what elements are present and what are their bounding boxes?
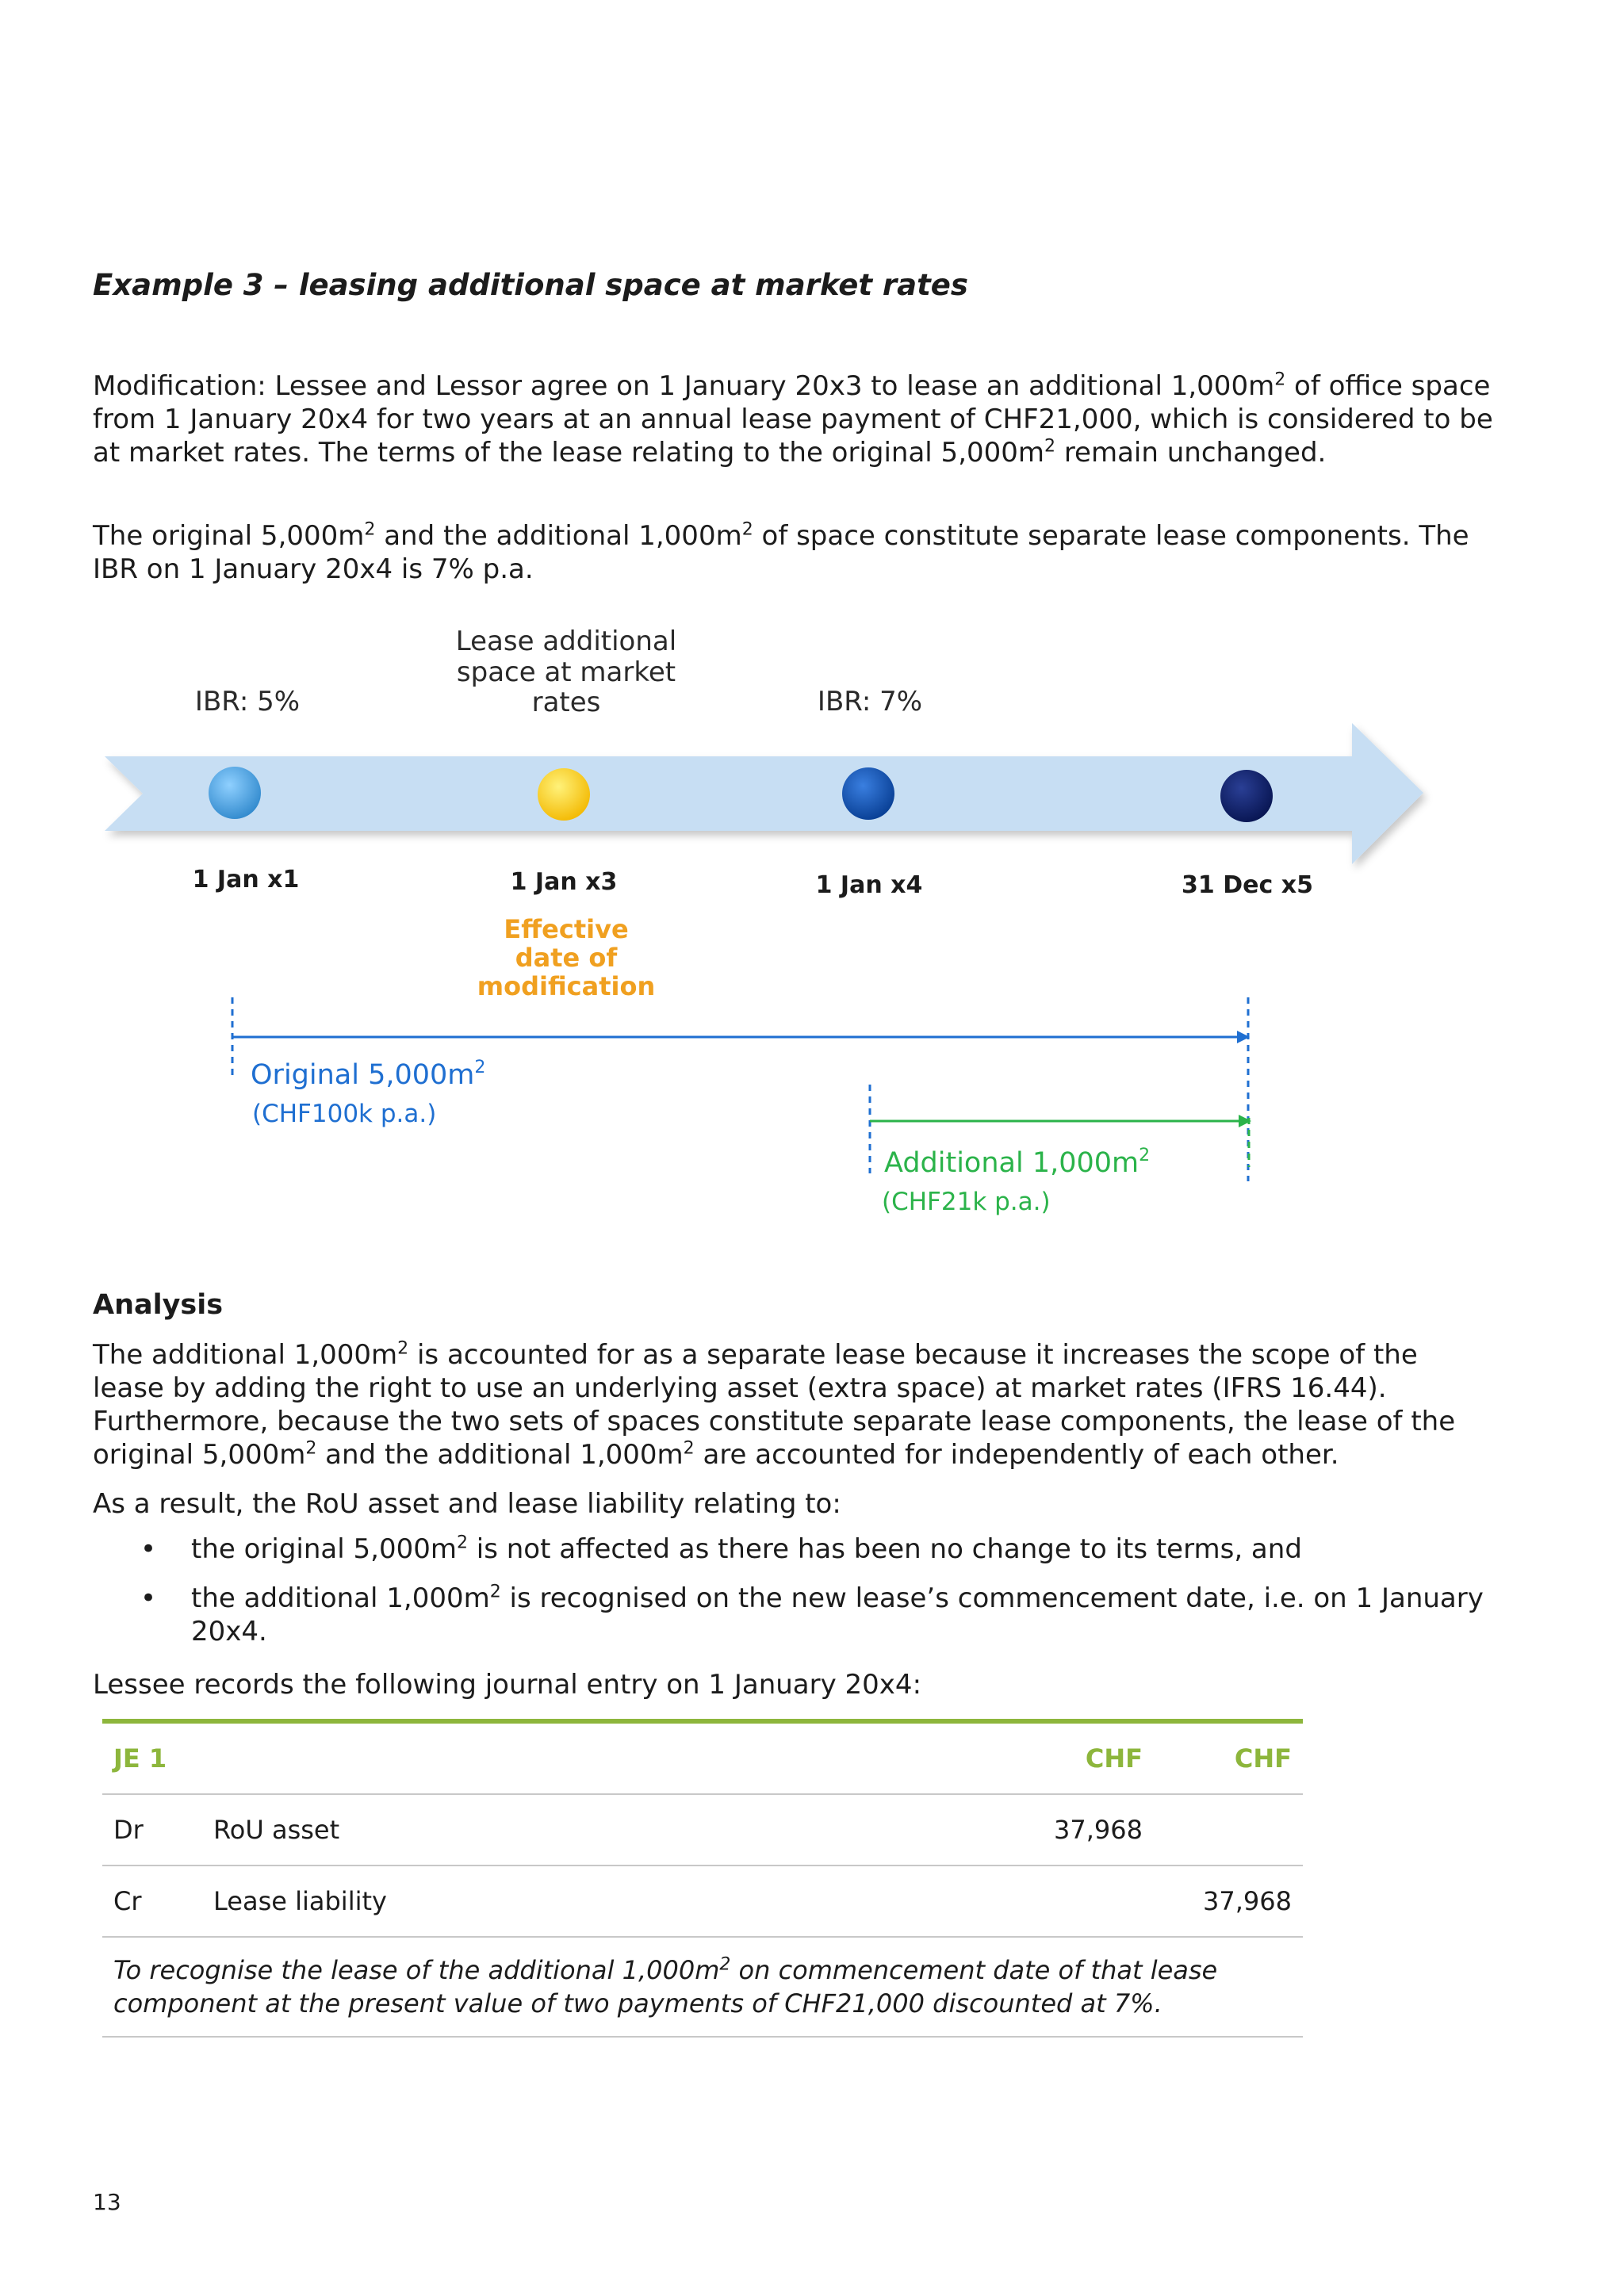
- modification-paragraph: [93, 369, 1496, 469]
- entry-side: Cr: [102, 1866, 202, 1937]
- lease-additional-label-line1: Lease additional: [455, 626, 677, 657]
- additional-amount: (CHF21k p.a.): [882, 1188, 1051, 1216]
- journal-entry-table: [102, 1719, 1303, 2038]
- date-1-jan-x3: 1 Jan x3: [510, 868, 618, 896]
- additional-arrow-head: [1239, 1115, 1251, 1127]
- superscript: 2: [305, 1438, 317, 1459]
- effective-date-line3: modification: [477, 971, 656, 1001]
- modification-text-1: Modification: Lessee and Lessor agree on 1 January 20x3 to lease an additional 1,000m: [93, 370, 1275, 402]
- example-heading: Example 3 – leasing additional space at market rates: [93, 268, 968, 302]
- original-arrow-head: [1237, 1031, 1250, 1043]
- components-text-3: of space constitute separate lease components. The IBR on 1 January 20x4 is 7% p.a.: [93, 520, 1469, 585]
- components-paragraph: [93, 519, 1496, 586]
- journal-header-row: [102, 1721, 1303, 1794]
- analysis-paragraph-1: [93, 1338, 1496, 1471]
- superscript: 2: [683, 1438, 695, 1459]
- milestone-1-jan-x4-dot: [842, 767, 894, 820]
- list-item: • the original $5,000m^2$ is not affected as there has been no change to its terms, and: [140, 1533, 1302, 1565]
- credit-column-header: CHF: [1154, 1721, 1303, 1794]
- milestone-31-dec-x5-dot: [1220, 770, 1273, 822]
- entry-account: RoU asset: [202, 1794, 1005, 1866]
- modification-text-2: of office space from 1 January 20x4 for two years at an annual lease payment of CHF21,000, which is considered to be at market rates. The terms of the lease relating to the original 5,000m: [93, 370, 1493, 469]
- entry-account: Lease liability: [202, 1866, 1005, 1937]
- entry-side: Dr: [102, 1794, 202, 1866]
- ibr-5-label: IBR: 5%: [194, 686, 301, 718]
- superscript: 2: [1044, 436, 1056, 457]
- analysis-heading: Analysis: [93, 1289, 224, 1321]
- journal-label: JE 1: [102, 1721, 202, 1794]
- superscript: 2: [397, 1338, 409, 1359]
- analysis-text-1: The additional 1,000m: [93, 1339, 398, 1371]
- journal-note: To recognise the lease of the additional $1,000m^2$ on commencement date of that lease component at the present value of two payments of CHF21,000 discounted at 7%.: [102, 1937, 1303, 2037]
- milestone-1-jan-x1-dot: [209, 767, 261, 819]
- effective-date-line1: Effective: [504, 914, 629, 944]
- analysis-paragraph-2: As a result, the RoU asset and lease liability relating to:: [93, 1488, 841, 1520]
- original-label: Original $5,000m^2$: [251, 1058, 486, 1091]
- modification-text-3: remain unchanged.: [1055, 437, 1327, 469]
- bullet-dot: •: [140, 1582, 157, 1614]
- superscript: 2: [456, 1533, 468, 1553]
- page-number: 13: [93, 2189, 121, 2215]
- superscript: 2: [719, 1954, 731, 1975]
- table-row: [102, 1866, 1303, 1937]
- entry-debit: [1005, 1866, 1154, 1937]
- milestone-1-jan-x3-dot: [538, 768, 590, 821]
- debit-column-header: CHF: [1005, 1721, 1154, 1794]
- components-text-2: and the additional 1,000m: [375, 520, 742, 552]
- entry-debit: 37,968: [1005, 1794, 1154, 1866]
- lease-additional-label-line3: rates: [531, 687, 601, 718]
- journal-note-row: [102, 1937, 1303, 2037]
- analysis-text-2: is accounted for as a separate lease because it increases the scope of the lease by adding the right to use an underlying asset (extra space) at market rates (IFRS 16.44). Furthermore, because the two sets of spaces constitute separate lease components, the lease of the original 5,000m: [93, 1339, 1456, 1471]
- table-row: [102, 1794, 1303, 1866]
- entry-credit: [1154, 1794, 1303, 1866]
- original-amount: (CHF100k p.a.): [252, 1100, 437, 1128]
- analysis-text-4: are accounted for independently of each other.: [694, 1439, 1339, 1471]
- journal-intro-paragraph: Lessee records the following journal entry on 1 January 20x4:: [93, 1669, 922, 1701]
- date-1-jan-x1: 1 Jan x1: [192, 866, 300, 894]
- date-1-jan-x4: 1 Jan x4: [815, 871, 923, 899]
- lease-additional-label-line2: space at market: [456, 656, 676, 688]
- superscript: 2: [364, 519, 376, 540]
- journal-header-spacer: [202, 1721, 1005, 1794]
- date-31-dec-x5: 31 Dec x5: [1182, 871, 1313, 899]
- entry-credit: 37,968: [1154, 1866, 1303, 1937]
- superscript: 2: [489, 1582, 501, 1602]
- list-item: • the additional $1,000m^2$ is recognised on the new lease’s commencement date, i.e. on 1 January 20x4.: [140, 1582, 1484, 1647]
- effective-date-line2: date of: [515, 943, 618, 973]
- additional-label: Additional $1,000m^2$: [884, 1146, 1151, 1179]
- superscript: 2: [1274, 369, 1286, 390]
- ibr-7-label: IBR: 7%: [817, 686, 923, 718]
- superscript: 2: [741, 519, 753, 540]
- bullet-dot: •: [140, 1533, 157, 1565]
- components-text-1: The original 5,000m: [93, 520, 365, 552]
- analysis-text-3: and the additional 1,000m: [316, 1439, 684, 1471]
- result-bullet-list: [93, 1533, 1496, 1664]
- lease-timeline-diagram: [0, 610, 1624, 1245]
